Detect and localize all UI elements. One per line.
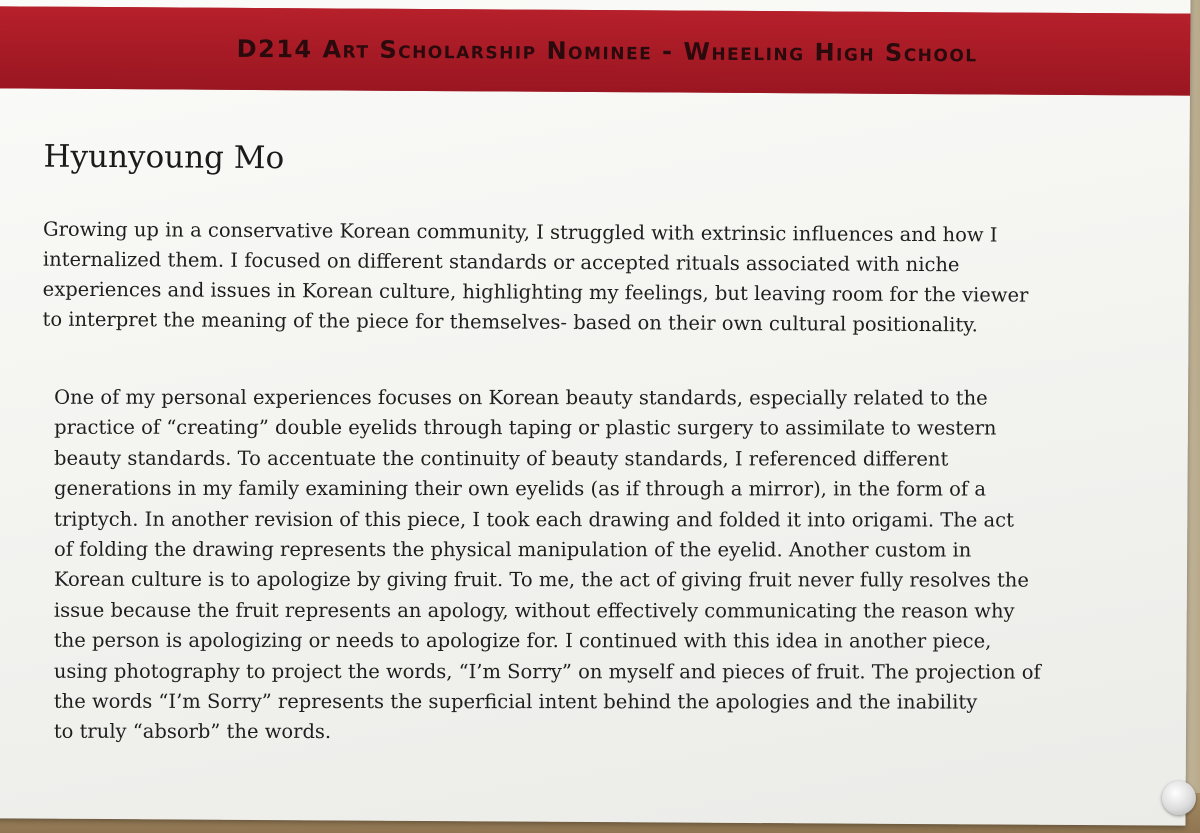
statement-paragraph-2 xyxy=(54,383,1164,749)
paragraph-line: to truly “absorb” the words. xyxy=(53,720,332,744)
paragraph-line: internalized them. I focused on different standards or accepted rituals associated with niche xyxy=(42,247,960,277)
paragraph-line: using photography to project the words, “I’m Sorry” on myself and pieces of fruit. The projection of xyxy=(53,659,1041,684)
paragraph-line: the person is apologizing or needs to apologize for. I continued with this idea in another piece, xyxy=(53,628,992,653)
paragraph-line: Growing up in a conservative Korean community, I struggled with extrinsic influences and how I xyxy=(42,217,998,247)
statement-paragraph-1 xyxy=(42,215,1153,342)
push-pin-icon xyxy=(1162,781,1196,815)
paragraph-line: One of my personal experiences focuses on Korean beauty standards, especially related to the xyxy=(54,385,988,410)
paragraph-line: Korean culture is to apologize by giving fruit. To me, the act of giving fruit never fully resolves the xyxy=(53,568,1029,593)
artist-name: Hyunyoung Mo xyxy=(43,138,285,177)
paragraph-line: issue because the fruit represents an apology, without effectively communicating the reason why xyxy=(53,598,1015,623)
paragraph-line: practice of “creating” double eyelids through taping or plastic surgery to assimilate to western xyxy=(54,416,997,440)
banner-title: D214 Art Scholarship Nominee - Wheeling High School xyxy=(236,34,978,68)
paragraph-line: experiences and issues in Korean culture, highlighting my feelings, but leaving room for the viewer xyxy=(42,277,1029,307)
nominee-banner xyxy=(0,6,1190,95)
paragraph-line: to interpret the meaning of the piece for themselves- based on their own cultural positionality. xyxy=(42,307,978,337)
paragraph-line: of folding the drawing represents the physical manipulation of the eyelid. Another custom in xyxy=(53,537,972,562)
paragraph-line: the words “I’m Sorry” represents the superficial intent behind the apologies and the inability xyxy=(53,689,978,714)
paragraph-line: generations in my family examining their own eyelids (as if through a mirror), in the form of a xyxy=(54,476,986,501)
paragraph-line: triptych. In another revision of this piece, I took each drawing and folded it into origami. The act xyxy=(54,507,1014,532)
paragraph-line: beauty standards. To accentuate the continuity of beauty standards, I referenced different xyxy=(54,446,949,471)
